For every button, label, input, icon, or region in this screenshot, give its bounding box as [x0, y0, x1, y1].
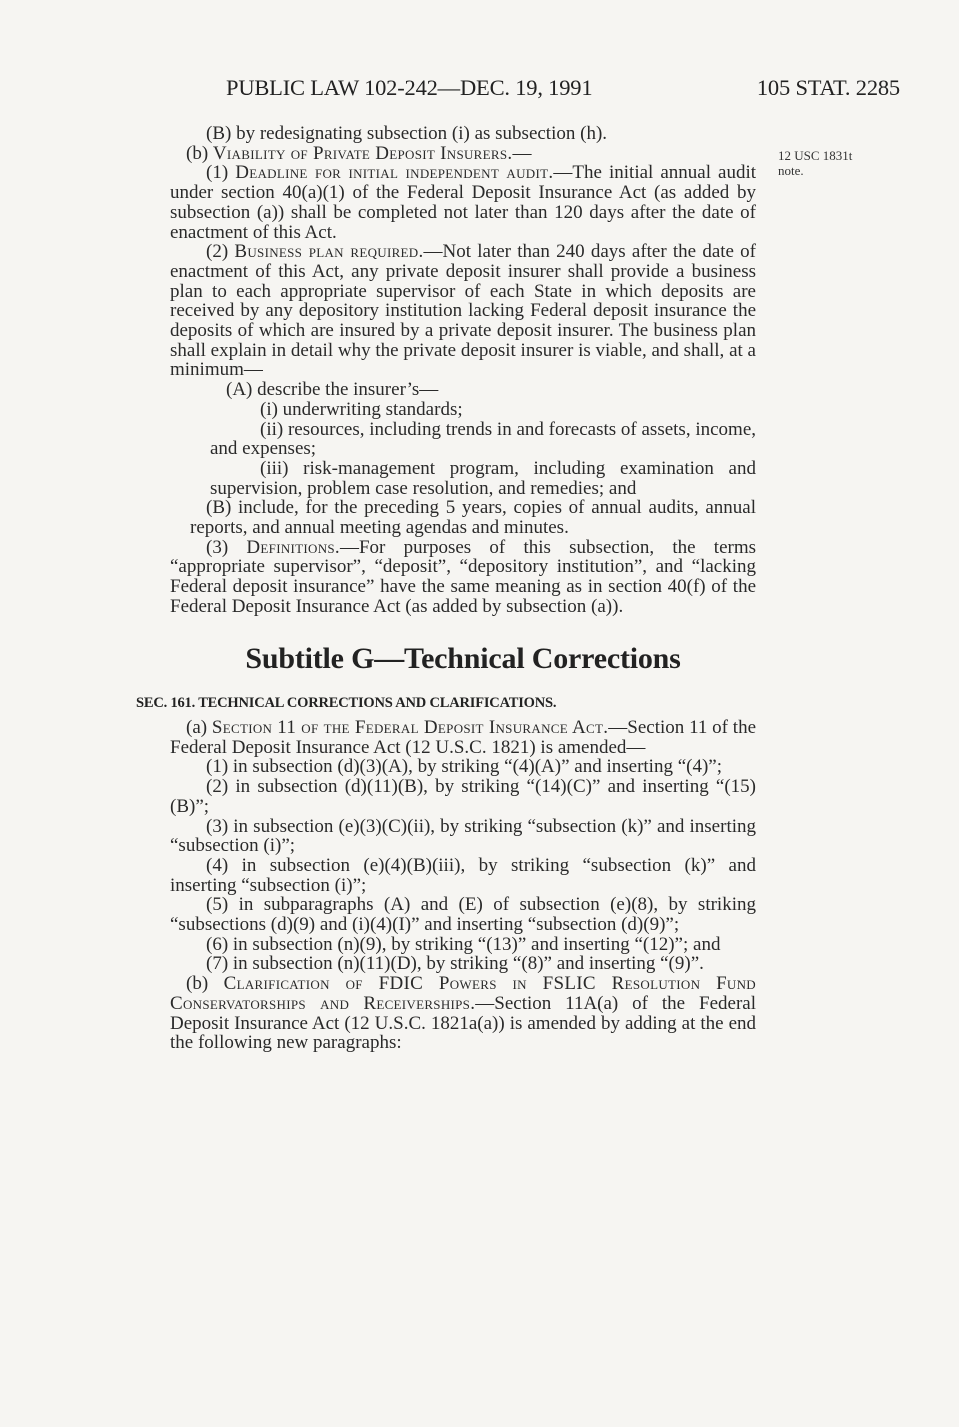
margin-note-usc: 12 USC 1831t: [778, 148, 853, 163]
paragraph-heading: Business plan required.: [234, 241, 424, 263]
section-subsection-a: [170, 718, 756, 757]
paragraph-text: —The initial annual audit under section 40(a)(1) of the Federal Deposit Insurance Act (as added by subsection (a)) shall be completed not later than 120 days after the date of enactment of this Act.: [170, 162, 756, 243]
subsection-heading: Viability of Private Deposit Insurers.: [212, 142, 513, 164]
amendment-item: (3) in subsection (e)(3)(C)(ii), by striking “subsection (k)” and inserting “subsection (i)”;: [170, 815, 756, 857]
margin-note-label: note.: [778, 163, 804, 178]
subsection-heading: Clarification of FDIC Powers in FSLIC Resolution Fund Conservatorships and Receiverships.: [170, 973, 756, 1014]
paragraph-label: (1): [206, 162, 236, 184]
paragraph-deadline: [170, 163, 756, 242]
amendment-item: (7) in subsection (n)(11)(D), by striking “(8)” and inserting “(9)”.: [206, 953, 704, 975]
clause-ii: (ii) resources, including trends in and forecasts of assets, income, and expenses;: [210, 418, 756, 460]
subparagraph-a: (A) describe the insurer’s—: [226, 379, 439, 401]
paragraph-text: —For purposes of this subsection, the terms “appropriate supervisor”, “deposit”, “depository institution”, and “lacking Federal deposit insurance” have the same meaning as in section 40(f) of the Federal Deposit Insurance Act (as added by subsection (a)).: [170, 536, 757, 617]
paragraph-text: —Section 11A(a) of the Federal Deposit Insurance Act (12 U.S.C. 1821a(a)) is amended by adding at the end the following new paragraphs:: [170, 992, 756, 1054]
margin-note: [778, 148, 852, 178]
subtitle-heading: Subtitle G—Technical Corrections: [245, 641, 681, 675]
paragraph-definitions: [170, 538, 756, 617]
section-heading: SEC. 161. TECHNICAL CORRECTIONS AND CLARIFICATIONS.: [136, 695, 557, 712]
amendment-item: (2) in subsection (d)(11)(B), by striking “(14)(C)” and inserting “(15)(B)”;: [170, 776, 756, 817]
paragraph-label: (b): [186, 142, 213, 164]
subsection-b-viability: [170, 144, 756, 164]
paragraph-redesignate: (B) by redesignating subsection (i) as subsection (h).: [206, 123, 608, 144]
amendment-item: (5) in subparagraphs (A) and (E) of subsection (e)(8), by striking “subsections (d)(9) and (i)(4)(I)” and inserting “subsection (d)(9)”;: [170, 894, 756, 936]
amendment-item: (1) in subsection (d)(3)(A), by striking “(4)(A)” and inserting “(4)”;: [206, 756, 723, 778]
running-header: [226, 75, 900, 101]
subsection-heading: Section 11 of the Federal Deposit Insurance Act.: [211, 716, 609, 738]
paragraph-heading: Definitions.: [246, 536, 340, 558]
clause-iii: (iii) risk-management program, including examination and supervision, problem case resolution, and remedies; and: [210, 457, 756, 499]
statute-page-number: 105 STAT. 2285: [756, 75, 900, 100]
paragraph-label: (b): [186, 973, 224, 995]
document-body: [136, 123, 757, 1054]
paragraph-business-plan: [170, 242, 756, 380]
em-dash: —: [512, 142, 532, 164]
paragraph-label: (2): [206, 241, 235, 263]
amendment-item: (4) in subsection (e)(4)(B)(iii), by striking “subsection (k)” and inserting “subsection (i)”;: [170, 854, 756, 896]
amendment-item: (6) in subsection (n)(9), by striking “(13)” and inserting “(12)”; and: [206, 933, 721, 955]
public-law-citation: PUBLIC LAW 102-242—DEC. 19, 1991: [226, 75, 593, 100]
subparagraph-b: (B) include, for the preceding 5 years, copies of annual audits, annual reports, and annual meeting agendas and minutes.: [190, 497, 756, 539]
paragraph-label: (3): [206, 536, 247, 558]
paragraph-label: (a): [186, 716, 212, 738]
paragraph-text: —Section 11 of the Federal Deposit Insurance Act (12 U.S.C. 1821) is amended—: [170, 716, 756, 758]
section-subsection-b: [170, 974, 756, 1053]
paragraph-heading: Deadline for initial independent audit.: [235, 162, 554, 184]
clause-i: (i) underwriting standards;: [260, 398, 463, 420]
paragraph-text: —Not later than 240 days after the date of enactment of this Act, any private deposit insurer shall provide a business plan to each appropriate supervisor of each State in which deposits are received by any depository institution lacking Federal deposit insurance the deposits of which are insured by a private deposit insurer. The business plan shall explain in detail why the private deposit insurer is viable, and shall, at a minimum—: [170, 241, 756, 381]
